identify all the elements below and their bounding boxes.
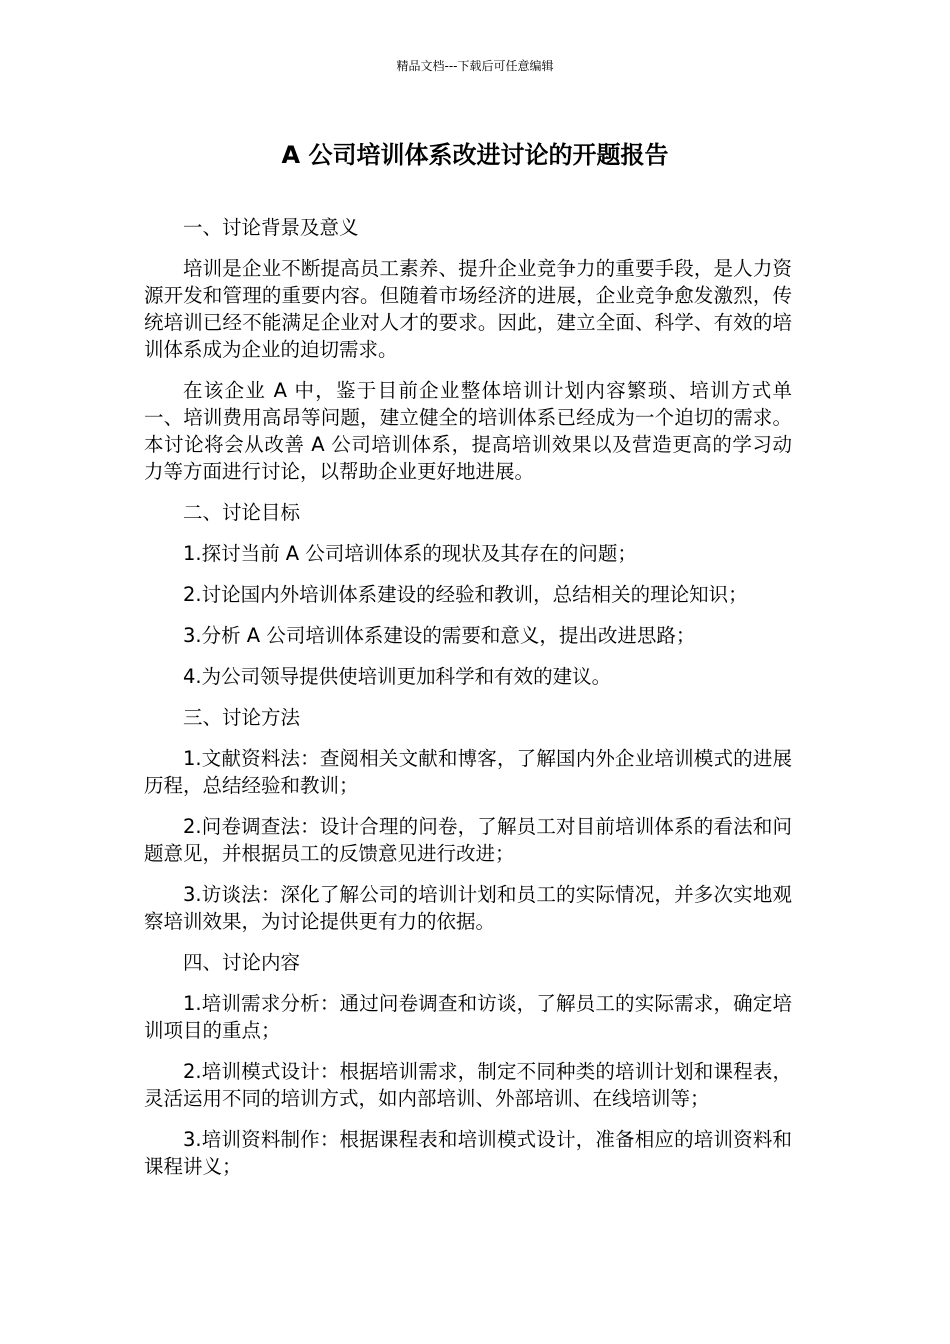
list-item: 3.分析 A 公司培训体系建设的需要和意义，提出改进思路； [183, 624, 696, 647]
list-item: 3.访谈法：深化了解公司的培训计划和员工的实际情况，并多次实地观察培训效果，为讨论提供更有力的依据。 [144, 883, 792, 933]
page-header: 精品文档---下载后可任意编辑 [396, 59, 554, 73]
section-heading-background: 一、讨论背景及意义 [183, 216, 359, 239]
list-item: 1.培训需求分析：通过问卷调查和访谈，了解员工的实际需求，确定培训项目的重点； [144, 992, 792, 1042]
paragraph: 在该企业 A 中，鉴于目前企业整体培训计划内容繁琐、培训方式单一、培训费用高昂等问题，建立健全的培训体系已经成为一个迫切的需求。本讨论将会从改善 A 公司培训体系，提高培训效果以及营造更高的学习动力等方面进行讨论，以帮助企业更好地进展。 [144, 379, 792, 483]
list-item: 1.文献资料法：查阅相关文献和博客，了解国内外企业培训模式的进展历程，总结经验和教训； [144, 747, 792, 797]
document-body [144, 214, 792, 1194]
list-item: 4.为公司领导提供使培训更加科学和有效的建议。 [183, 665, 612, 688]
list-item: 2.问卷调查法：设计合理的问卷，了解员工对目前培训体系的看法和问题意见，并根据员工的反馈意见进行改进； [144, 815, 792, 865]
list-item: 2.培训模式设计：根据培训需求，制定不同种类的培训计划和课程表，灵活运用不同的培训方式，如内部培训、外部培训、在线培训等； [144, 1060, 792, 1110]
document-title: A 公司培训体系改进讨论的开题报告 [281, 141, 669, 169]
section-heading-content: 四、讨论内容 [183, 951, 301, 974]
list-item: 3.培训资料制作：根据课程表和培训模式设计，准备相应的培训资料和课程讲义； [144, 1128, 792, 1178]
list-item: 1.探讨当前 A 公司培训体系的现状及其存在的问题； [183, 542, 637, 565]
list-item: 2.讨论国内外培训体系建设的经验和教训，总结相关的理论知识； [183, 583, 748, 606]
section-heading-goals: 二、讨论目标 [183, 501, 301, 524]
section-heading-methods: 三、讨论方法 [183, 706, 301, 729]
paragraph: 培训是企业不断提高员工素养、提升企业竞争力的重要手段，是人力资源开发和管理的重要内容。但随着市场经济的进展，企业竞争愈发激烈，传统培训已经不能满足企业对人才的要求。因此，建立全面、科学、有效的培训体系成为企业的迫切需求。 [144, 257, 792, 361]
